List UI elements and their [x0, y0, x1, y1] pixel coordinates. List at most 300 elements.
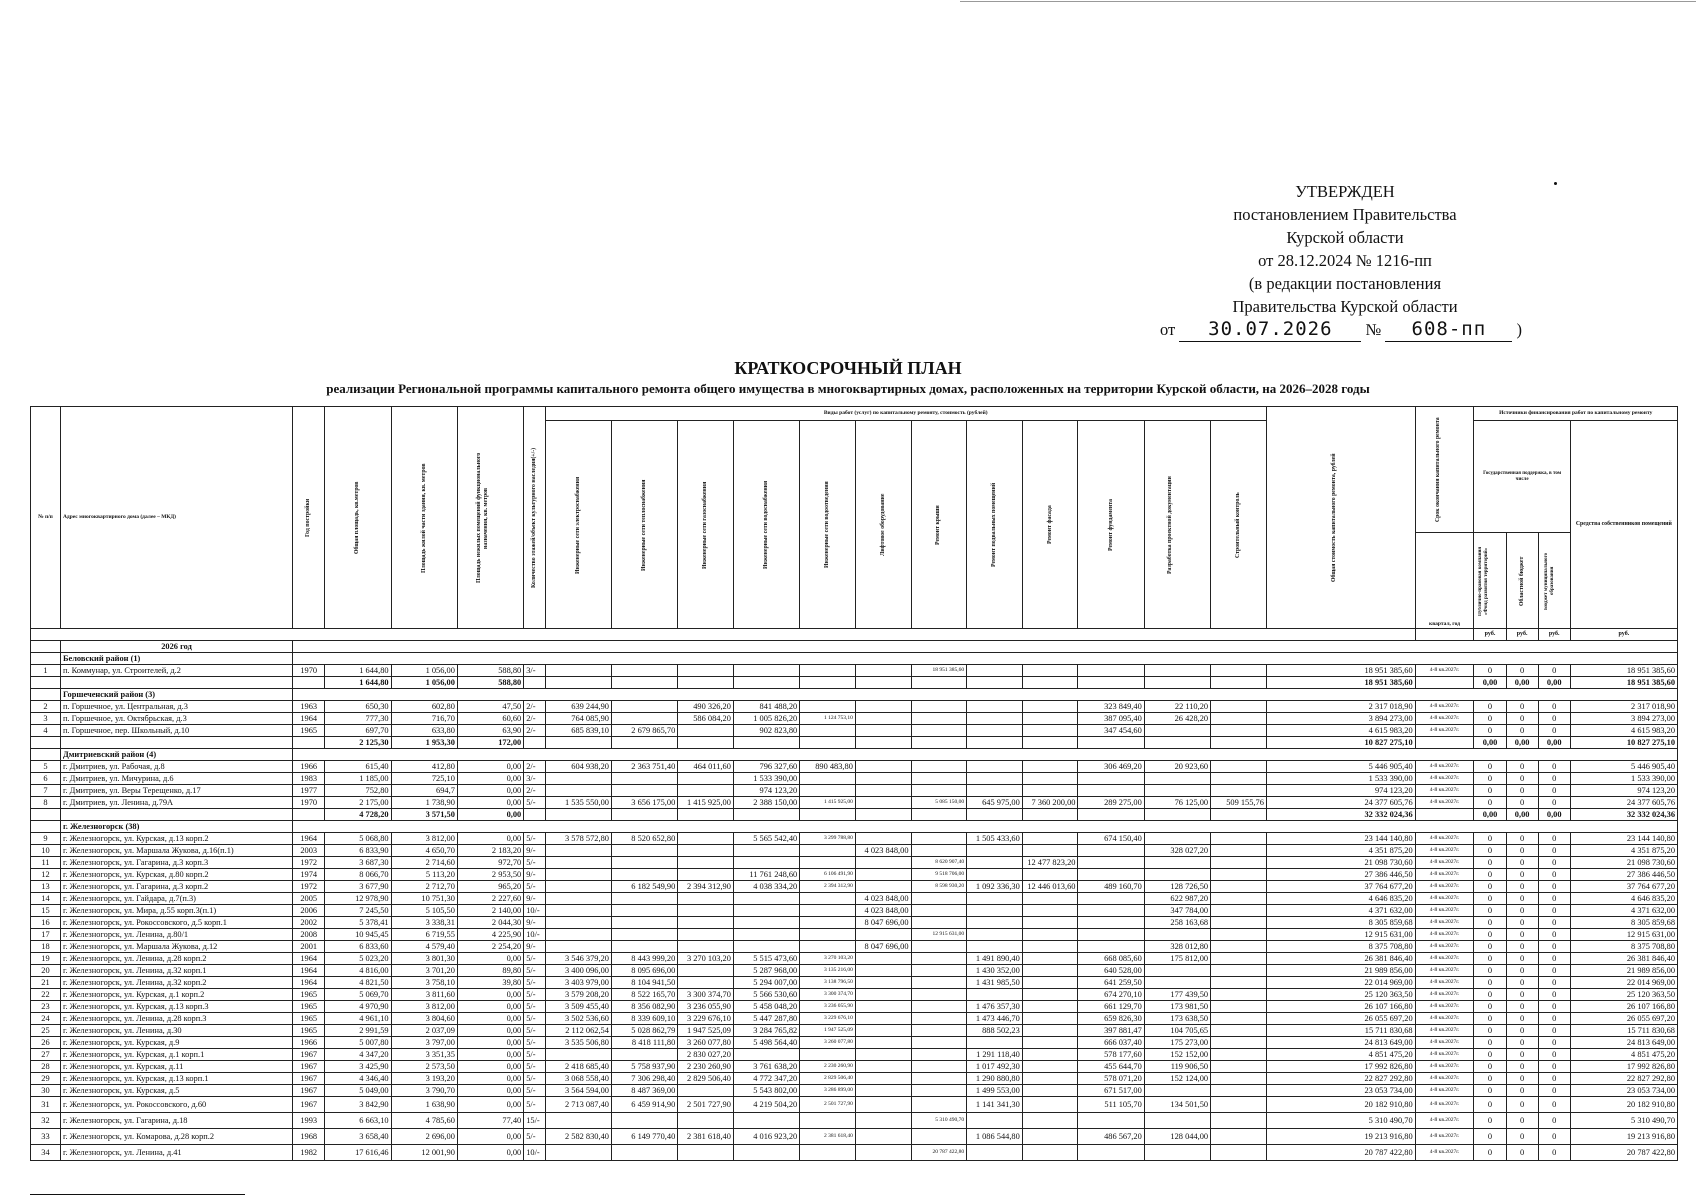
- cell-nonres: 63,90: [457, 725, 523, 737]
- cell-w12: [1211, 1025, 1267, 1037]
- cell-nonres: 0,00: [457, 797, 523, 809]
- total-w10: [1078, 809, 1144, 821]
- cell-s1: 0: [1474, 1085, 1506, 1097]
- cell-term: 4-й кв.2027г.: [1415, 941, 1474, 953]
- cell-w9: 12 446 013,60: [1022, 881, 1078, 893]
- cell-w8: 888 502,23: [967, 1025, 1023, 1037]
- cell-floors: 2/-: [524, 725, 545, 737]
- cell-w2: [611, 1113, 677, 1129]
- cell-n: 6: [31, 773, 61, 785]
- section-total-row: [31, 677, 1678, 689]
- cell-area: 5 007,80: [325, 1037, 391, 1049]
- cell-living: 3 797,00: [391, 1037, 457, 1049]
- cell-term: 4-й кв.2027г.: [1415, 929, 1474, 941]
- col-rub-1: руб.: [1474, 629, 1506, 641]
- cell-w10: 666 037,40: [1078, 1037, 1144, 1049]
- table-row: [31, 1049, 1678, 1061]
- cell-total: 5 310 490,70: [1266, 1113, 1415, 1129]
- cell-living: 2 037,09: [391, 1025, 457, 1037]
- cell-w11: 258 163,68: [1144, 917, 1210, 929]
- cell-w6: 8 047 696,00: [855, 941, 911, 953]
- cell-w2: 8 095 696,00: [611, 965, 677, 977]
- cell-living: 3 758,10: [391, 977, 457, 989]
- cell-w4: [733, 857, 799, 869]
- cell-addr: г. Дмитриев, ул. Ленина, д.79А: [60, 797, 292, 809]
- cell-nonres: 0,00: [457, 1025, 523, 1037]
- table-row: [31, 665, 1678, 677]
- cell-s2: 0: [1506, 1001, 1538, 1013]
- col-area: [325, 407, 391, 629]
- cell-w4: 974 123,20: [733, 785, 799, 797]
- cell-w12: [1211, 1061, 1267, 1073]
- col-w6-label: Лифтовое оборудование: [879, 493, 886, 556]
- col-rub-2: руб.: [1506, 629, 1538, 641]
- cell-w2: [611, 917, 677, 929]
- cell-w6: [855, 785, 911, 797]
- cell-w2: 8 339 609,10: [611, 1013, 677, 1025]
- section-title: Беловский район (1): [60, 653, 292, 665]
- cell-s4: 37 764 677,20: [1570, 881, 1677, 893]
- cell-w1: 604 938,20: [545, 761, 611, 773]
- col-w12-label: Строительный контроль: [1234, 491, 1241, 558]
- cell-w8: [967, 785, 1023, 797]
- cell-total: 24 813 649,00: [1266, 1037, 1415, 1049]
- cell-s2: 0: [1506, 713, 1538, 725]
- cell-year: 1963: [293, 701, 325, 713]
- cell-s1: 0: [1474, 977, 1506, 989]
- cell-w5: 2 501 727,90: [800, 1097, 856, 1113]
- cell-total: 22 014 969,00: [1266, 977, 1415, 989]
- cell-w4: [733, 941, 799, 953]
- col-w2-label: Инженерные сети теплоснабжения: [641, 478, 648, 571]
- cell-w3: [678, 857, 734, 869]
- cell-w2: 7 306 298,40: [611, 1073, 677, 1085]
- cell-w7: 8 620 907,40: [911, 857, 967, 869]
- cell-living: 3 812,00: [391, 1001, 457, 1013]
- cell-s3: 0: [1538, 1037, 1570, 1049]
- cell-area: 752,80: [325, 785, 391, 797]
- col-w1-label: Инженерные сети электроснабжения: [574, 475, 581, 574]
- cell-w12: [1211, 893, 1267, 905]
- cell-w11: [1144, 1085, 1210, 1097]
- cell-w12: [1211, 857, 1267, 869]
- cell-living: 4 650,70: [391, 845, 457, 857]
- cell-term: 4-й кв.2027г.: [1415, 785, 1474, 797]
- col-w7: [911, 421, 967, 629]
- table-row: [31, 1097, 1678, 1113]
- cell-s2: 0: [1506, 881, 1538, 893]
- col-num: № п/п: [31, 407, 61, 629]
- cell-year: 1970: [293, 665, 325, 677]
- approval-ot: от: [1160, 320, 1176, 339]
- cell-w11: 22 110,20: [1144, 701, 1210, 713]
- cell-w5: [800, 1145, 856, 1161]
- cell-floors: 5/-: [524, 953, 545, 965]
- cell-s1: 0: [1474, 965, 1506, 977]
- cell-addr: г. Железногорск, ул. Курская, д.1 корп.1: [60, 1049, 292, 1061]
- cell-s2: 0: [1506, 869, 1538, 881]
- cell-year: 2005: [293, 893, 325, 905]
- cell-addr: г. Железногорск, ул. Рокоссовского, д.5 корп.1: [60, 917, 292, 929]
- cell-w12: [1211, 1129, 1267, 1145]
- cell-w4: [733, 1049, 799, 1061]
- cell-w1: 2 112 062,54: [545, 1025, 611, 1037]
- cell-s2: 0: [1506, 905, 1538, 917]
- cell-w3: [678, 929, 734, 941]
- cell-year: 1967: [293, 1097, 325, 1113]
- cell-s3: 0: [1538, 917, 1570, 929]
- cell-w10: 455 644,70: [1078, 1061, 1144, 1073]
- table-row: [31, 905, 1678, 917]
- cell-w6: [855, 965, 911, 977]
- cell-w1: 2 582 830,40: [545, 1129, 611, 1145]
- cell-w6: 4 023 848,00: [855, 845, 911, 857]
- cell-w8: [967, 845, 1023, 857]
- cell-s4: 2 317 018,90: [1570, 701, 1677, 713]
- cell-addr: г. Дмитриев, ул. Рабочая, д.8: [60, 761, 292, 773]
- approval-line-6: Правительства Курской области: [1232, 297, 1458, 316]
- cell-w6: [855, 1025, 911, 1037]
- cell-s4: 22 014 969,00: [1570, 977, 1677, 989]
- cell-w1: [545, 929, 611, 941]
- cell-w5: 3 138 796,50: [800, 977, 856, 989]
- cell-s4: 23 053 734,00: [1570, 1085, 1677, 1097]
- cell-floors: 5/-: [524, 965, 545, 977]
- cell-w2: [611, 713, 677, 725]
- cell-nonres: 0,00: [457, 1037, 523, 1049]
- cell-w7: [911, 1085, 967, 1097]
- cell-floors: 9/-: [524, 917, 545, 929]
- total-addr: [60, 809, 292, 821]
- cell-area: 3 425,90: [325, 1061, 391, 1073]
- cell-n: 8: [31, 797, 61, 809]
- table-row: [31, 797, 1678, 809]
- cell-s4: 23 144 140,80: [1570, 833, 1677, 845]
- cell-w2: 8 520 652,80: [611, 833, 677, 845]
- cell-floors: 2/-: [524, 761, 545, 773]
- cell-s4: 974 123,20: [1570, 785, 1677, 797]
- cell-term: 4-й кв.2027г.: [1415, 881, 1474, 893]
- document-subtitle: реализации Региональной программы капитального ремонта общего имущества в многоквартирных домах, расположенных на территории Курской области, на 2026–2028 годы: [326, 381, 1370, 396]
- cell-w7: [911, 1073, 967, 1085]
- cell-w11: 152 124,00: [1144, 1073, 1210, 1085]
- cell-w12: [1211, 953, 1267, 965]
- plan-table-wrapper: [30, 406, 1678, 1161]
- cell-total: 20 787 422,80: [1266, 1145, 1415, 1161]
- cell-total: 4 371 632,00: [1266, 905, 1415, 917]
- cell-total: 37 764 677,20: [1266, 881, 1415, 893]
- cell-living: 716,70: [391, 713, 457, 725]
- cell-w11: 622 987,20: [1144, 893, 1210, 905]
- cell-w8: [967, 989, 1023, 1001]
- total-s3: 0,00: [1538, 677, 1570, 689]
- total-w7: [911, 809, 967, 821]
- approval-line-5: (в редакции постановления: [1248, 274, 1442, 293]
- cell-w11: [1144, 869, 1210, 881]
- total-w2: [611, 809, 677, 821]
- col-floors: [524, 407, 545, 629]
- table-row: [31, 773, 1678, 785]
- cell-term: 4-й кв.2027г.: [1415, 1049, 1474, 1061]
- cell-total: 17 992 826,80: [1266, 1061, 1415, 1073]
- cell-w10: 674 270,10: [1078, 989, 1144, 1001]
- cell-w8: [967, 857, 1023, 869]
- cell-s3: 0: [1538, 1145, 1570, 1161]
- cell-w10: 659 826,30: [1078, 1013, 1144, 1025]
- approval-no-sign: №: [1365, 320, 1382, 339]
- cell-s1: 0: [1474, 1037, 1506, 1049]
- cell-w6: [855, 725, 911, 737]
- cell-w6: [855, 869, 911, 881]
- cell-floors: 5/-: [524, 1013, 545, 1025]
- cell-w7: [911, 1129, 967, 1145]
- cell-w4: 11 761 248,60: [733, 869, 799, 881]
- cell-w5: 3 260 077,80: [800, 1037, 856, 1049]
- total-w7: [911, 737, 967, 749]
- cell-s1: 0: [1474, 785, 1506, 797]
- cell-s4: 17 992 826,80: [1570, 1061, 1677, 1073]
- cell-s3: 0: [1538, 989, 1570, 1001]
- cell-area: 4 970,90: [325, 1001, 391, 1013]
- cell-w3: [678, 833, 734, 845]
- cell-w1: 3 579 208,20: [545, 989, 611, 1001]
- cell-s1: 0: [1474, 869, 1506, 881]
- cell-w8: 1 141 341,30: [967, 1097, 1023, 1113]
- table-row: [31, 953, 1678, 965]
- cell-s4: 4 371 632,00: [1570, 905, 1677, 917]
- cell-w7: [911, 773, 967, 785]
- cell-w7: [911, 941, 967, 953]
- cell-nonres: 77,40: [457, 1113, 523, 1129]
- cell-living: 3 193,20: [391, 1073, 457, 1085]
- total-s2: 0,00: [1506, 677, 1538, 689]
- cell-s2: 0: [1506, 1129, 1538, 1145]
- cell-nonres: 89,80: [457, 965, 523, 977]
- total-n: [31, 677, 61, 689]
- section-total-row: [31, 809, 1678, 821]
- table-row: [31, 761, 1678, 773]
- cell-living: 725,10: [391, 773, 457, 785]
- cell-w2: 8 104 941,50: [611, 977, 677, 989]
- total-w4: [733, 809, 799, 821]
- cell-s2: 0: [1506, 725, 1538, 737]
- cell-w1: [545, 1145, 611, 1161]
- cell-nonres: 0,00: [457, 1097, 523, 1113]
- col-sources-group: Источники финансирования работ по капитальному ремонту: [1474, 407, 1678, 421]
- cell-s4: 24 813 649,00: [1570, 1037, 1677, 1049]
- cell-s1: 0: [1474, 773, 1506, 785]
- cell-floors: 9/-: [524, 941, 545, 953]
- cell-w10: 289 275,00: [1078, 797, 1144, 809]
- cell-w4: 5 294 007,00: [733, 977, 799, 989]
- cell-s1: 0: [1474, 713, 1506, 725]
- cell-w5: [800, 665, 856, 677]
- total-addr: [60, 677, 292, 689]
- cell-n: 23: [31, 1001, 61, 1013]
- cell-s1: 0: [1474, 905, 1506, 917]
- col-deadline-unit-2: [1415, 629, 1474, 641]
- cell-floors: 5/-: [524, 977, 545, 989]
- cell-s3: 0: [1538, 1049, 1570, 1061]
- cell-n: 5: [31, 761, 61, 773]
- cell-w10: [1078, 1145, 1144, 1161]
- cell-w1: [545, 773, 611, 785]
- cell-living: 2 714,60: [391, 857, 457, 869]
- cell-s4: 26 107 166,80: [1570, 1001, 1677, 1013]
- approval-line-2: постановлением Правительства: [1233, 205, 1457, 224]
- cell-w3: [678, 1113, 734, 1129]
- cell-s3: 0: [1538, 1113, 1570, 1129]
- table-row: [31, 713, 1678, 725]
- total-w5: [800, 737, 856, 749]
- cell-n: 11: [31, 857, 61, 869]
- section-spacer: [31, 689, 61, 701]
- col-s3: [1538, 533, 1570, 629]
- cell-w8: 1 476 357,30: [967, 1001, 1023, 1013]
- cell-w5: 3 286 899,00: [800, 1085, 856, 1097]
- cell-w3: 2 829 506,40: [678, 1073, 734, 1085]
- col-living: [391, 407, 457, 629]
- cell-w1: 3 578 572,80: [545, 833, 611, 845]
- cell-w2: [611, 1145, 677, 1161]
- cell-w1: [545, 845, 611, 857]
- cell-nonres: 2 953,50: [457, 869, 523, 881]
- cell-w1: [545, 893, 611, 905]
- cell-addr: п. Коммунар, ул. Строителей, д.2: [60, 665, 292, 677]
- cell-w3: [678, 773, 734, 785]
- cell-floors: 10/-: [524, 1145, 545, 1161]
- cell-w8: [967, 893, 1023, 905]
- total-nonres: 0,00: [457, 809, 523, 821]
- table-row: [31, 701, 1678, 713]
- col-w9-label: Ремонт фасада: [1046, 505, 1053, 544]
- cell-s4: 27 386 446,50: [1570, 869, 1677, 881]
- cell-w10: 578 071,20: [1078, 1073, 1144, 1085]
- total-area: 1 644,80: [325, 677, 391, 689]
- cell-nonres: 0,00: [457, 1085, 523, 1097]
- col-w7-label: Ремонт крыши: [935, 504, 942, 545]
- section-filler: [293, 689, 1678, 701]
- cell-w4: 5 287 968,00: [733, 965, 799, 977]
- total-floors: [524, 809, 545, 821]
- cell-s2: 0: [1506, 1049, 1538, 1061]
- cell-addr: г. Железногорск, ул. Ленина, д.28 корп.3: [60, 1013, 292, 1025]
- cell-s4: 19 213 916,80: [1570, 1129, 1677, 1145]
- cell-w6: [855, 881, 911, 893]
- cell-nonres: 0,00: [457, 761, 523, 773]
- cell-floors: 9/-: [524, 869, 545, 881]
- total-w8: [967, 737, 1023, 749]
- cell-w2: [611, 893, 677, 905]
- cell-n: 25: [31, 1025, 61, 1037]
- year-label: 2026 год: [60, 641, 292, 653]
- cell-s4: 20 182 910,80: [1570, 1097, 1677, 1113]
- cell-w4: 5 515 473,60: [733, 953, 799, 965]
- cell-year: 1970: [293, 797, 325, 809]
- cell-w7: [911, 833, 967, 845]
- section-title: Дмитриевский район (4): [60, 749, 292, 761]
- cell-w4: [733, 929, 799, 941]
- cell-living: 3 812,00: [391, 833, 457, 845]
- col-w8-label: Ремонт подвальных помещений: [990, 482, 997, 567]
- scan-top-edge: [960, 1, 1696, 2]
- cell-s2: 0: [1506, 989, 1538, 1001]
- cell-s2: 0: [1506, 1061, 1538, 1073]
- col-address: Адрес многоквартирного дома (далее – МКД): [60, 407, 292, 629]
- cell-w3: 2 501 727,90: [678, 1097, 734, 1113]
- cell-w10: [1078, 1113, 1144, 1129]
- col-s1-label: Публично-правовая компания «Фонд развития территорий»: [1478, 545, 1490, 616]
- cell-w2: 5 758 937,90: [611, 1061, 677, 1073]
- cell-w7: [911, 965, 967, 977]
- total-w8: [967, 809, 1023, 821]
- cell-s3: 0: [1538, 1073, 1570, 1085]
- cell-w1: [545, 1113, 611, 1129]
- cell-w7: [911, 1097, 967, 1113]
- cell-w6: [855, 665, 911, 677]
- cell-w11: 119 906,50: [1144, 1061, 1210, 1073]
- section-spacer: [31, 821, 61, 833]
- cell-s1: 0: [1474, 941, 1506, 953]
- cell-year: 1967: [293, 1049, 325, 1061]
- cell-w1: [545, 1049, 611, 1061]
- col-w3: [678, 421, 734, 629]
- cell-s1: 0: [1474, 953, 1506, 965]
- total-floors: [524, 737, 545, 749]
- col-nonres: [457, 407, 523, 629]
- section-header: [31, 689, 1678, 701]
- cell-w4: [733, 1113, 799, 1129]
- cell-living: 3 338,31: [391, 917, 457, 929]
- cell-n: 32: [31, 1113, 61, 1129]
- col-total-cost-label: Общая стоимость капитального ремонта, рублей: [1330, 453, 1337, 582]
- cell-w5: 2 230 260,90: [800, 1061, 856, 1073]
- cell-s2: 0: [1506, 941, 1538, 953]
- cell-s4: 12 915 631,00: [1570, 929, 1677, 941]
- cell-w9: [1022, 1049, 1078, 1061]
- cell-year: 1977: [293, 785, 325, 797]
- cell-term: 4-й кв.2027г.: [1415, 761, 1474, 773]
- cell-area: 1 644,80: [325, 665, 391, 677]
- cell-living: 2 712,70: [391, 881, 457, 893]
- col-year: [293, 407, 325, 629]
- col-floors-label: Количество этажей/объект культурного наследия(+/-): [530, 447, 537, 588]
- total-w2: [611, 677, 677, 689]
- cell-n: 34: [31, 1145, 61, 1161]
- cell-addr: г. Железногорск, ул. Ленина, д.80/1: [60, 929, 292, 941]
- cell-addr: г. Железногорск, ул. Гагарина, д.18: [60, 1113, 292, 1129]
- cell-w3: [678, 725, 734, 737]
- cell-term: 4-й кв.2027г.: [1415, 917, 1474, 929]
- cell-n: 14: [31, 893, 61, 905]
- total-w4: [733, 737, 799, 749]
- cell-s2: 0: [1506, 965, 1538, 977]
- cell-n: 1: [31, 665, 61, 677]
- cell-w11: 175 812,00: [1144, 953, 1210, 965]
- col-w4: [733, 421, 799, 629]
- cell-area: 6 833,90: [325, 845, 391, 857]
- total-floors: [524, 677, 545, 689]
- cell-w10: [1078, 845, 1144, 857]
- cell-w2: 2 363 751,40: [611, 761, 677, 773]
- cell-n: 16: [31, 917, 61, 929]
- cell-w10: 674 150,40: [1078, 833, 1144, 845]
- cell-nonres: 0,00: [457, 1061, 523, 1073]
- cell-nonres: 0,00: [457, 785, 523, 797]
- cell-s3: 0: [1538, 953, 1570, 965]
- cell-w3: [678, 869, 734, 881]
- cell-w10: 397 881,47: [1078, 1025, 1144, 1037]
